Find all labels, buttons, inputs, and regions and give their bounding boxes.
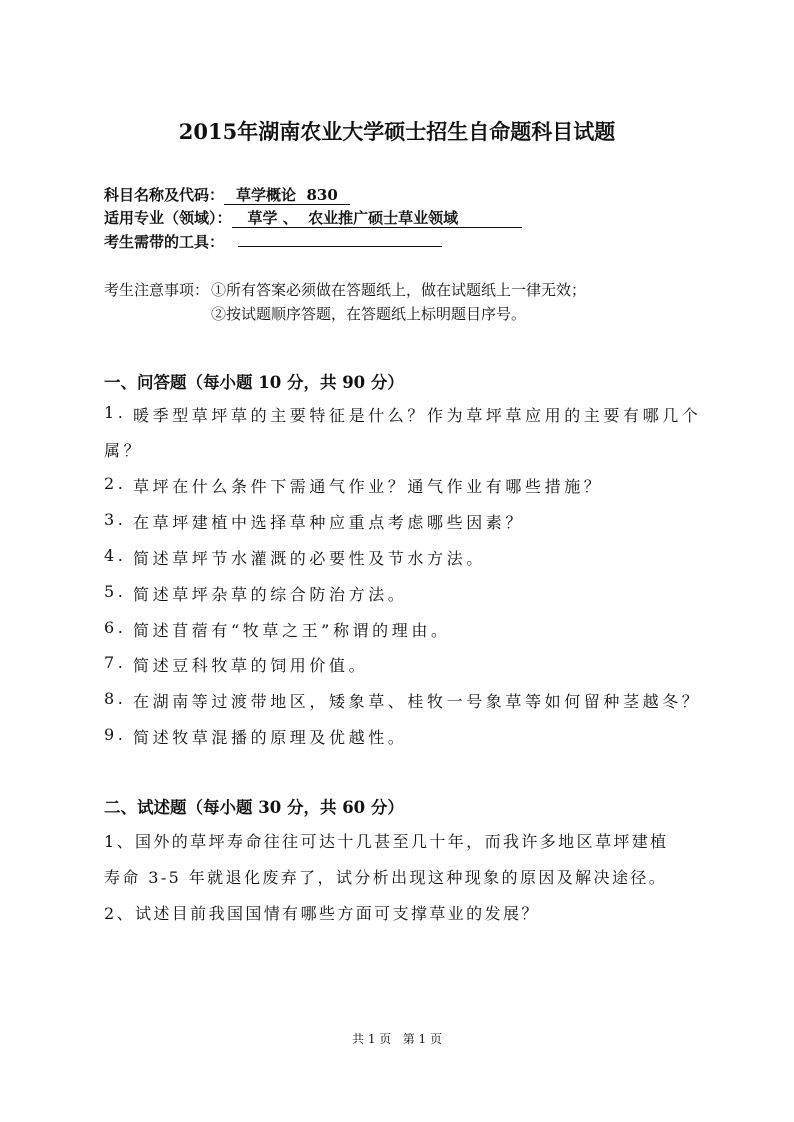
question-text: 简述苜蓿有“牧草之王”称谓的理由。 [133,621,451,640]
major-label: 适用专业（领域）： [104,209,232,227]
major-row [104,207,522,228]
subject-label: 科目名称及代码： [104,186,225,204]
question-text: 简述草坪杂草的综合防治方法。 [133,585,408,604]
question-text: 简述豆科牧草的饲用价值。 [133,656,369,675]
page-footer: 共 1 页 第 1 页 [352,1032,442,1046]
question-number: 5. [104,582,127,601]
exam-title: 2015年湖南农业大学硕士招生自命题科目试题 [178,119,616,144]
essay-question-text: 1、国外的草坪寿命往往可达十几甚至几十年，而我许多地区草坪建植 [104,832,669,851]
subject-value: 草学概论 830 [224,187,350,205]
note-item: ②按试题顺序答题，在答题纸上标明题目序号。 [211,305,527,323]
question-text: 在草坪建植中选择草种应重点考虑哪些因素？ [133,513,526,532]
major-value: 草学 、 农业推广硕士草业领域 [232,210,522,228]
question-number: 1. [104,403,127,422]
question-text: 暖季型草坪草的主要特征是什么？作为草坪草应用的主要有哪几个 [133,406,702,425]
question-text: 简述草坪节水灌溉的必要性及节水方法。 [133,549,486,568]
question-text: 草坪在什么条件下需通气作业？通气作业有哪些措施？ [133,477,604,496]
question-number: 6. [104,618,127,637]
question-number: 7. [104,653,127,672]
section1-heading: 一、问答题（每小题 10 分，共 90 分） [104,373,404,392]
subject-row [104,184,350,205]
essay-question-text: 寿命 3-5 年就退化废弃了，试分析出现这种现象的原因及解决途径。 [104,868,668,887]
question-text: 简述牧草混播的原理及优越性。 [133,728,408,747]
notes-label: 考生注意事项： [104,281,210,299]
question-number: 9. [104,725,127,744]
tools-row [104,231,442,252]
tools-value [238,246,442,247]
question-number: 4. [104,546,127,565]
question-text: 在湖南等过渡带地区，矮象草、桂牧一号象草等如何留种茎越冬？ [133,692,702,711]
section2-heading: 二、试述题（每小题 30 分，共 60 分） [104,798,404,817]
question-number: 8. [104,689,127,708]
question-number: 3. [104,510,127,529]
tools-label: 考生需带的工具： [104,233,225,251]
essay-question-text: 2、试述目前我国国情有哪些方面可支撑草业的发展？ [104,904,540,923]
question-text: 属？ [104,441,144,460]
question-number: 2. [104,474,127,493]
note-item: ①所有答案必须做在答题纸上，做在试题纸上一律无效； [211,281,587,299]
